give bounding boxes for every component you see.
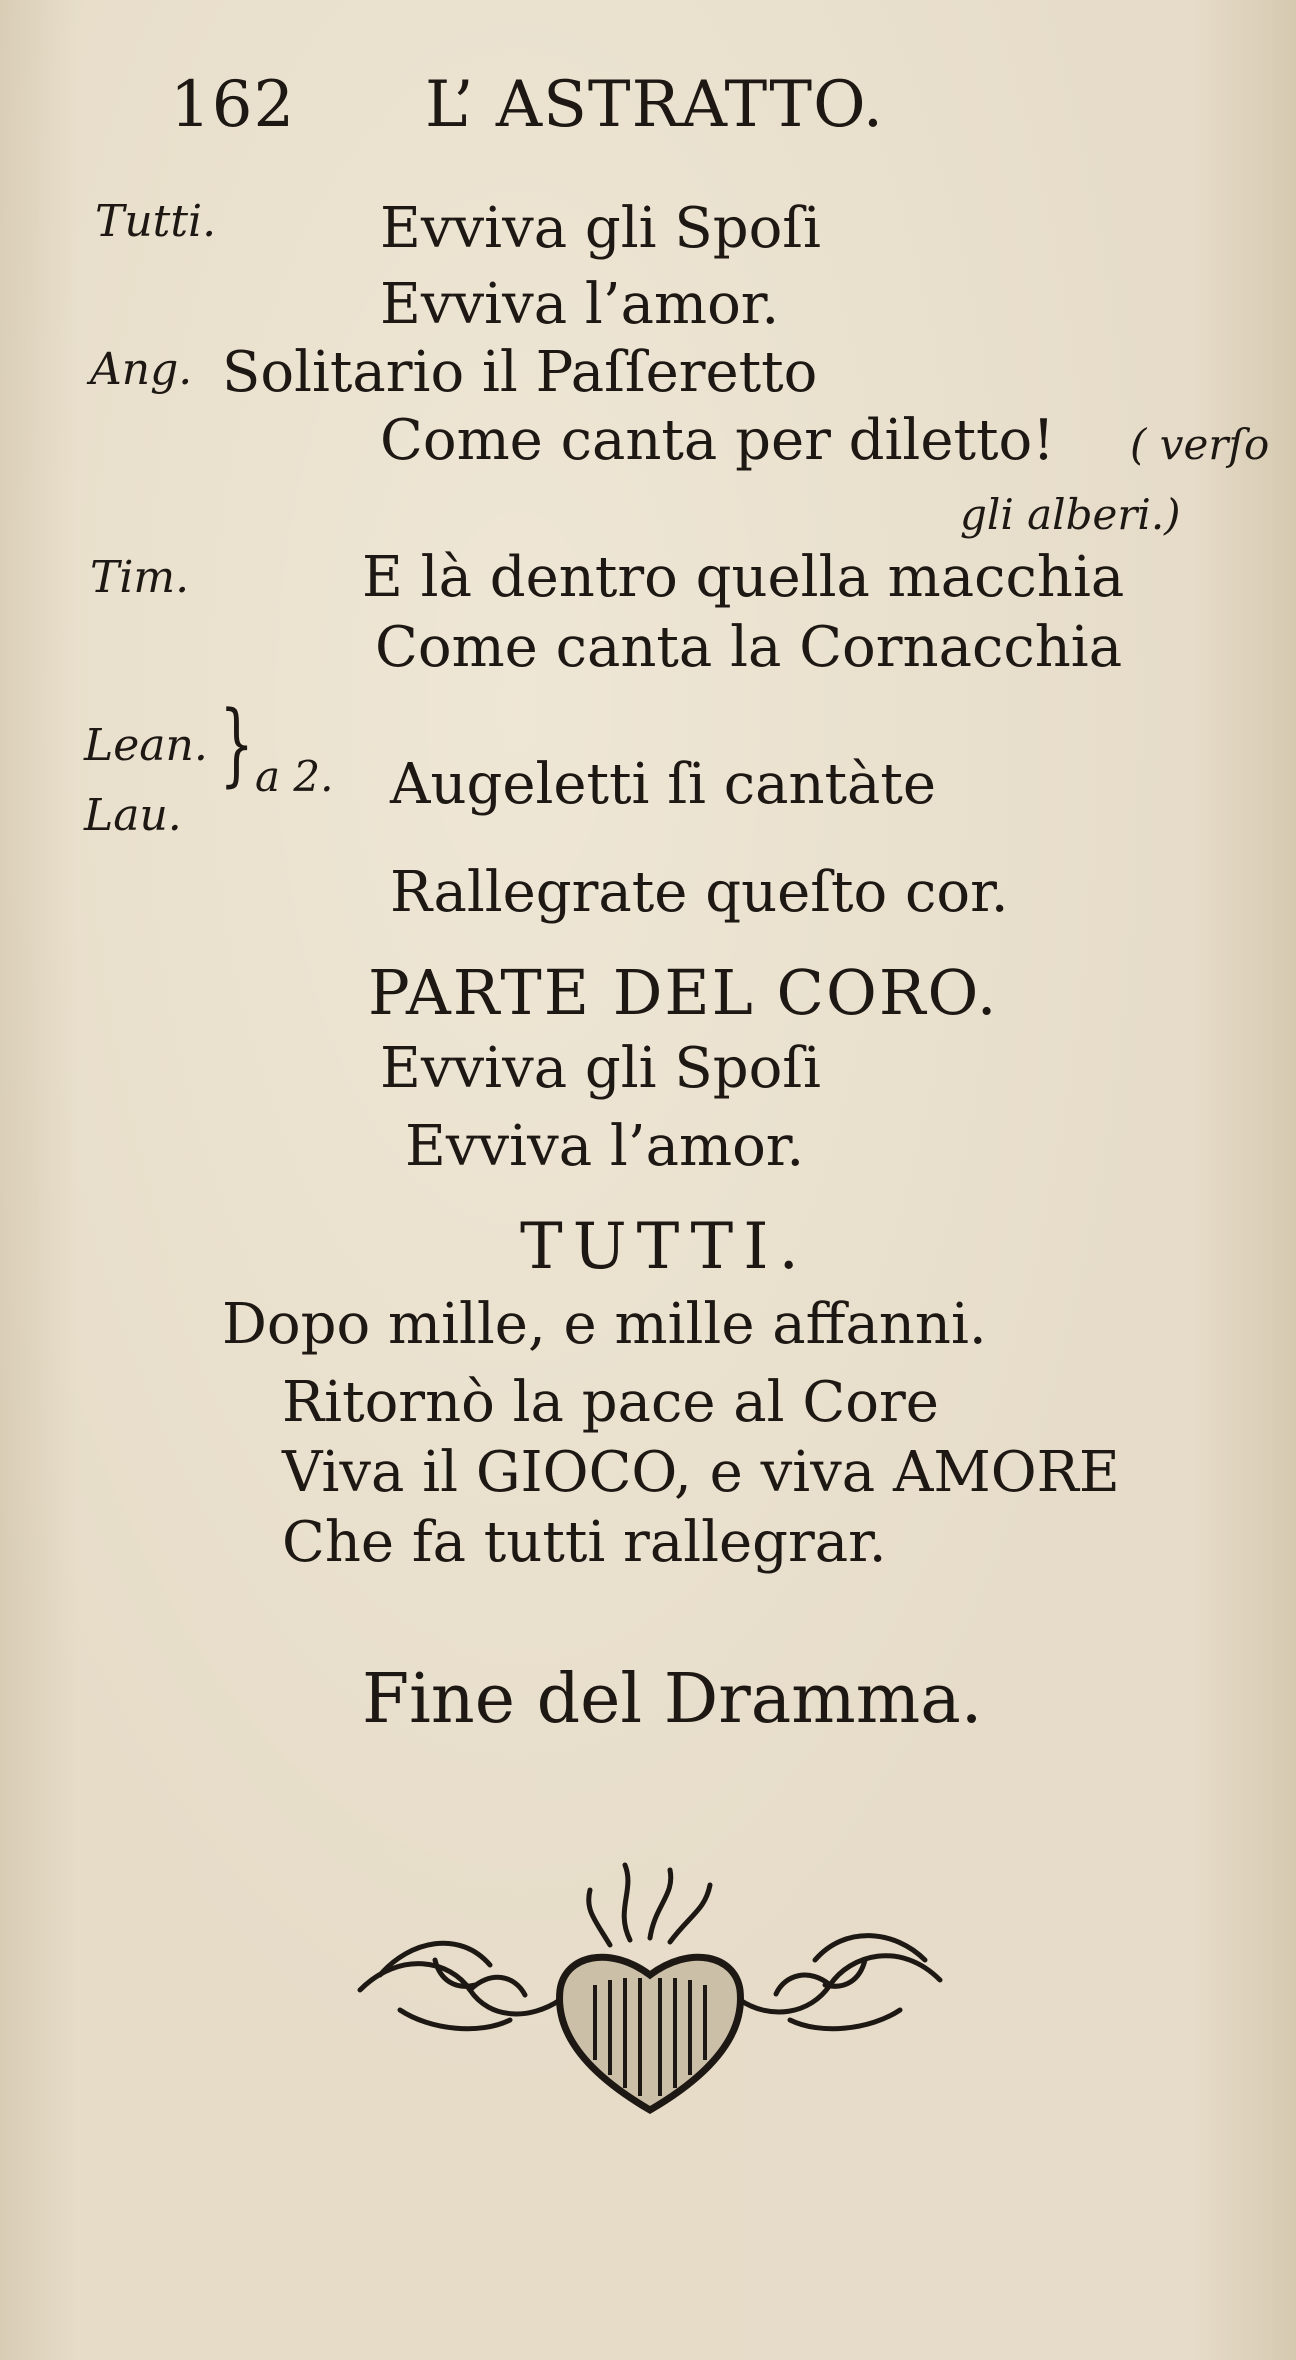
- verse-line: Evviva gli Spoſi: [380, 196, 821, 261]
- section-heading: PARTE DEL CORO.: [368, 956, 999, 1029]
- speaker-ang: Ang.: [90, 344, 193, 395]
- brace-icon: }: [219, 692, 254, 797]
- stage-direction: ( verſo: [1130, 420, 1270, 469]
- verse-line: Evviva l’amor.: [380, 272, 780, 337]
- speaker-lean: Lean.: [84, 720, 208, 771]
- speaker-lau: Lau.: [84, 790, 182, 841]
- together-mark: a 2.: [255, 752, 334, 801]
- speaker-tutti: Tutti.: [95, 196, 217, 247]
- verse-line: Augeletti ſi cantàte: [390, 752, 937, 817]
- verse-line: Come canta la Cornacchia: [375, 615, 1123, 680]
- verse-line: Solitario il Paſſeretto: [222, 340, 818, 405]
- verse-line: Viva il GIOCO, e viva AMORE: [282, 1440, 1120, 1505]
- verse-line: Ritornò la pace al Core: [282, 1370, 939, 1435]
- verse-line: Rallegrate queſto cor.: [390, 860, 1009, 925]
- verse-line: Come canta per diletto!: [380, 408, 1055, 473]
- printer-ornament-icon: [340, 1860, 960, 2140]
- speaker-tim: Tim.: [90, 552, 190, 603]
- section-heading: TUTTI.: [520, 1210, 809, 1284]
- page-number: 162: [170, 68, 296, 142]
- verse-line: E là dentro quella macchia: [362, 545, 1125, 610]
- verse-line: Evviva l’amor.: [405, 1114, 805, 1179]
- stage-direction: gli alberi.): [960, 490, 1181, 539]
- verse-line: Dopo mille, e mille affanni.: [222, 1292, 987, 1357]
- running-title: L’ ASTRATTO.: [425, 68, 885, 142]
- closing-line: Fine del Dramma.: [362, 1660, 983, 1739]
- verse-line: Evviva gli Spoſi: [380, 1036, 821, 1101]
- verse-line: Che fa tutti rallegrar.: [282, 1510, 887, 1575]
